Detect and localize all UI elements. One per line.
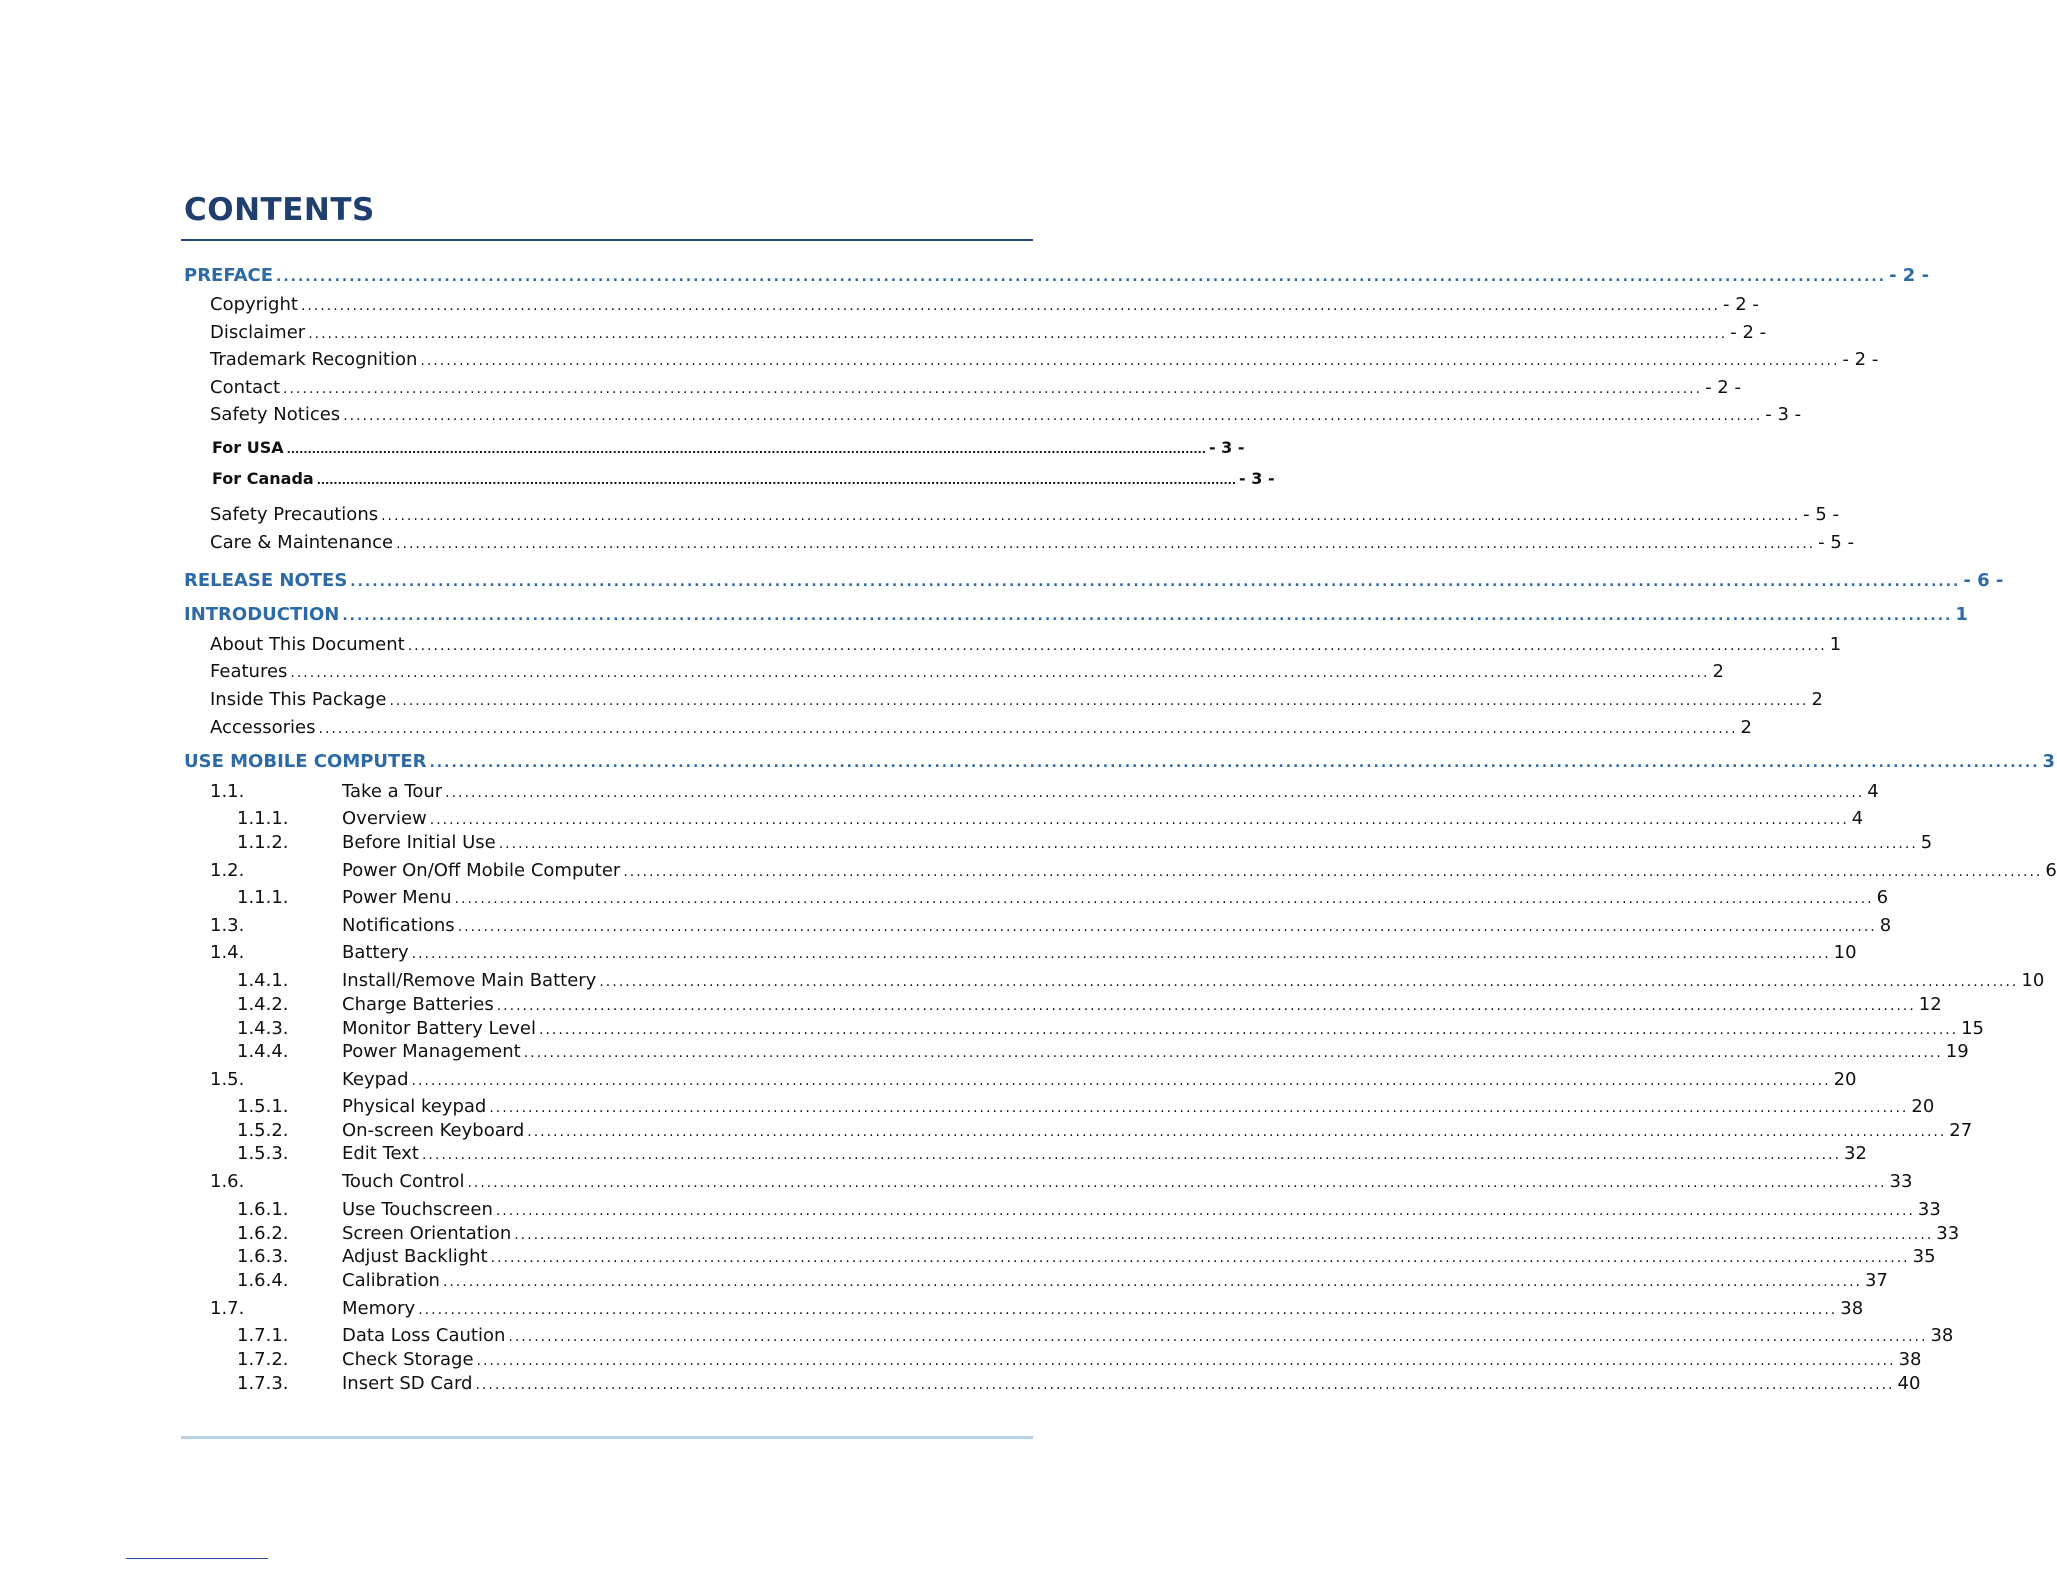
- toc-entry[interactable]: [210, 915, 1892, 937]
- toc-entry[interactable]: [237, 808, 1864, 830]
- toc-entry[interactable]: [212, 437, 1245, 459]
- toc-entry-label: Adjust Backlight: [342, 1246, 488, 1267]
- toc-entry-label: Features: [210, 661, 288, 682]
- toc-entry-label: Memory: [342, 1298, 416, 1319]
- toc-dot-leader: ............................................................................................................................................................................................................................: [316, 474, 1237, 487]
- toc-dot-leader: ............................................................................................................................................................................................................................: [445, 785, 1865, 801]
- toc-entry-page: - 5 -: [1803, 504, 1840, 525]
- toc-entry-page: 5: [1920, 832, 1933, 853]
- toc-entry-page: 4: [1867, 781, 1879, 802]
- toc-entry-label: Overview: [342, 808, 427, 829]
- toc-entry[interactable]: [184, 570, 2004, 592]
- toc-dot-leader: ............................................................................................................................................................................................................................: [514, 1227, 1934, 1243]
- toc-entry-page: 8: [1879, 915, 1892, 936]
- toc-entry-page: 10: [1833, 942, 1857, 963]
- toc-entry-page: 6: [1876, 887, 1889, 908]
- toc-entry-page: 10: [2021, 970, 2045, 991]
- toc-entry[interactable]: [210, 860, 2057, 882]
- toc-entry[interactable]: [237, 1270, 1888, 1292]
- toc-dot-leader: ............................................................................................................................................................................................................................: [420, 353, 1840, 369]
- toc-entry-page: 38: [1898, 1349, 1922, 1370]
- toc-entry[interactable]: [237, 1246, 1936, 1268]
- toc-entry-number: 1.6.3.: [237, 1246, 289, 1267]
- toc-entry-page: 20: [1833, 1069, 1857, 1090]
- toc-entry-label: On-screen Keyboard: [342, 1120, 525, 1141]
- toc-entry-page: 32: [1844, 1143, 1867, 1164]
- toc-entry[interactable]: [237, 1373, 1921, 1395]
- toc-entry-page: 33: [1917, 1199, 1941, 1220]
- toc-entry-label: Contact: [210, 377, 281, 398]
- toc-entry[interactable]: [237, 1120, 1973, 1142]
- toc-entry-page: 33: [1936, 1223, 1960, 1244]
- toc-entry-label: Insert SD Card: [342, 1373, 473, 1394]
- toc-entry-page: 35: [1912, 1246, 1936, 1267]
- toc-entry-page: - 3 -: [1208, 438, 1245, 457]
- toc-entry-label: Power Management: [342, 1041, 521, 1062]
- toc-entry[interactable]: [237, 1143, 1867, 1165]
- toc-entry-page: - 5 -: [1818, 532, 1855, 553]
- toc-dot-leader: ............................................................................................................................................................................................................................: [421, 1147, 1842, 1163]
- toc-dot-leader: ............................................................................................................................................................................................................................: [496, 998, 1916, 1014]
- toc-dot-leader: ............................................................................................................................................................................................................................: [350, 574, 1961, 590]
- toc-entry-page: 4: [1851, 808, 1864, 829]
- toc-entry[interactable]: [210, 294, 1759, 316]
- toc-entry-page: 37: [1864, 1270, 1888, 1291]
- toc-entry-page: - 3 -: [1765, 404, 1802, 425]
- toc-dot-leader: ............................................................................................................................................................................................................................: [623, 864, 2043, 880]
- toc-entry-page: 27: [1949, 1120, 1973, 1141]
- toc-dot-leader: ............................................................................................................................................................................................................................: [418, 1302, 1838, 1318]
- toc-entry-number: 1.6.: [210, 1171, 245, 1192]
- toc-dot-leader: ............................................................................................................................................................................................................................: [475, 1377, 1895, 1393]
- toc-entry-number: 1.5.2.: [237, 1120, 289, 1141]
- toc-entry[interactable]: [237, 887, 1889, 909]
- toc-dot-leader: ............................................................................................................................................................................................................................: [318, 721, 1738, 737]
- footnote-separator: [126, 1558, 268, 1559]
- toc-entry-page: 3: [2042, 751, 2056, 772]
- toc-dot-leader: ............................................................................................................................................................................................................................: [276, 269, 1887, 285]
- toc-entry[interactable]: [237, 1349, 1922, 1371]
- toc-entry-page: - 2 -: [1723, 294, 1759, 315]
- toc-dot-leader: ............................................................................................................................................................................................................................: [429, 812, 1849, 828]
- toc-dot-leader: ............................................................................................................................................................................................................................: [539, 1022, 1959, 1038]
- toc-entry-page: - 2 -: [1730, 322, 1767, 343]
- toc-entry-page: 19: [1945, 1041, 1969, 1062]
- toc-entry-label: Data Loss Caution: [342, 1325, 506, 1346]
- toc-entry-number: 1.5.3.: [237, 1143, 289, 1164]
- toc-entry-number: 1.6.4.: [237, 1270, 289, 1291]
- toc-entry-label: For Canada: [212, 469, 314, 488]
- toc-dot-leader: ............................................................................................................................................................................................................................: [286, 443, 1206, 456]
- toc-entry-label: Touch Control: [342, 1171, 465, 1192]
- toc-dot-leader: ............................................................................................................................................................................................................................: [411, 946, 1831, 962]
- toc-entry-page: 1: [1829, 634, 1842, 655]
- toc-dot-leader: ............................................................................................................................................................................................................................: [454, 891, 1874, 907]
- toc-dot-leader: ............................................................................................................................................................................................................................: [490, 1250, 1910, 1266]
- toc-entry-number: 1.1.: [210, 781, 245, 802]
- toc-entry[interactable]: [210, 1298, 1864, 1320]
- toc-dot-leader: ............................................................................................................................................................................................................................: [396, 536, 1816, 552]
- toc-dot-leader: ............................................................................................................................................................................................................................: [429, 755, 2040, 771]
- toc-entry[interactable]: [210, 504, 1840, 526]
- toc-entry-label: Power On/Off Mobile Computer: [342, 860, 621, 881]
- toc-entry-label: Monitor Battery Level: [342, 1018, 537, 1039]
- toc-entry-number: 1.4.1.: [237, 970, 289, 991]
- toc-entry-label: Care & Maintenance: [210, 532, 394, 553]
- toc-dot-leader: ............................................................................................................................................................................................................................: [300, 298, 1720, 314]
- toc-entry-label: Battery: [342, 942, 409, 963]
- toc-entry[interactable]: [210, 942, 1857, 964]
- toc-entry-label: Calibration: [342, 1270, 440, 1291]
- toc-entry-page: 40: [1897, 1373, 1921, 1394]
- toc-entry-label: Disclaimer: [210, 322, 306, 343]
- toc-entry[interactable]: [237, 1096, 1935, 1118]
- toc-entry-label: Keypad: [342, 1069, 409, 1090]
- toc-entry-number: 1.1.1.: [237, 887, 289, 908]
- toc-entry[interactable]: [210, 377, 1741, 399]
- toc-dot-leader: ............................................................................................................................................................................................................................: [489, 1100, 1909, 1116]
- toc-entry-page: 38: [1840, 1298, 1864, 1319]
- toc-entry-label: Inside This Package: [210, 689, 387, 710]
- toc-entry-page: 2: [1811, 689, 1823, 710]
- toc-entry[interactable]: [237, 832, 1933, 854]
- toc-entry-label: Use Touchscreen: [342, 1199, 493, 1220]
- toc-entry-page: - 6 -: [1963, 570, 2004, 591]
- toc-entry-number: 1.7.: [210, 1298, 245, 1319]
- toc-entry[interactable]: [184, 265, 1930, 287]
- toc-entry-label: Check Storage: [342, 1349, 474, 1370]
- page-title: CONTENTS: [184, 192, 375, 228]
- toc-entry-number: 1.7.3.: [237, 1373, 289, 1394]
- toc-entry[interactable]: [210, 717, 1752, 739]
- toc-entry-page: 12: [1918, 994, 1942, 1015]
- toc-entry-number: 1.1.2.: [237, 832, 289, 853]
- toc-entry[interactable]: [237, 1325, 1954, 1347]
- toc-entry[interactable]: [210, 404, 1802, 426]
- toc-dot-leader: ............................................................................................................................................................................................................................: [343, 408, 1763, 424]
- toc-dot-leader: ............................................................................................................................................................................................................................: [599, 974, 2019, 990]
- toc-entry[interactable]: [210, 322, 1767, 344]
- toc-entry-page: 15: [1961, 1018, 1984, 1039]
- toc-entry[interactable]: [210, 1171, 1913, 1193]
- toc-dot-leader: ............................................................................................................................................................................................................................: [283, 381, 1703, 397]
- toc-entry-number: 1.7.1.: [237, 1325, 289, 1346]
- toc-entry-label: Copyright: [210, 294, 298, 315]
- toc-entry-label: USE MOBILE COMPUTER: [184, 751, 427, 772]
- toc-dot-leader: ............................................................................................................................................................................................................................: [381, 508, 1801, 524]
- toc-dot-leader: ............................................................................................................................................................................................................................: [442, 1274, 1862, 1290]
- toc-entry-label: Physical keypad: [342, 1096, 487, 1117]
- toc-entry-page: 6: [2045, 860, 2057, 881]
- toc-entry-page: 20: [1911, 1096, 1935, 1117]
- toc-entry-label: Safety Notices: [210, 404, 341, 425]
- toc-dot-leader: ............................................................................................................................................................................................................................: [457, 919, 1877, 935]
- toc-entry-number: 1.1.1.: [237, 808, 289, 829]
- toc-entry[interactable]: [237, 994, 1942, 1016]
- toc-entry[interactable]: [237, 1223, 1960, 1245]
- toc-entry-number: 1.4.4.: [237, 1041, 289, 1062]
- toc-dot-leader: ............................................................................................................................................................................................................................: [411, 1073, 1831, 1089]
- toc-entry-number: 1.6.2.: [237, 1223, 289, 1244]
- toc-entry[interactable]: [210, 689, 1823, 711]
- toc-entry-label: About This Document: [210, 634, 405, 655]
- footer-rule: [181, 1436, 1033, 1439]
- toc-entry-label: Accessories: [210, 717, 316, 738]
- toc-entry-number: 1.3.: [210, 915, 245, 936]
- toc-entry-label: PREFACE: [184, 265, 274, 286]
- toc-entry-page: - 2 -: [1842, 349, 1879, 370]
- toc-dot-leader: ............................................................................................................................................................................................................................: [290, 665, 1710, 681]
- toc-entry[interactable]: [210, 1069, 1857, 1091]
- toc-entry-label: Screen Orientation: [342, 1223, 512, 1244]
- toc-dot-leader: ............................................................................................................................................................................................................................: [342, 608, 1953, 624]
- toc-entry[interactable]: [210, 532, 1855, 554]
- toc-entry[interactable]: [237, 1018, 1984, 1040]
- toc-entry-number: 1.2.: [210, 860, 245, 881]
- toc-entry[interactable]: [210, 781, 1879, 803]
- toc-entry-page: 2: [1712, 661, 1724, 682]
- toc-dot-leader: ............................................................................................................................................................................................................................: [498, 836, 1918, 852]
- toc-dot-leader: ............................................................................................................................................................................................................................: [476, 1353, 1896, 1369]
- toc-entry-label: Before Initial Use: [342, 832, 496, 853]
- toc-entry-label: Power Menu: [342, 887, 452, 908]
- toc-dot-leader: ............................................................................................................................................................................................................................: [467, 1175, 1887, 1191]
- toc-dot-leader: ............................................................................................................................................................................................................................: [308, 326, 1728, 342]
- toc-dot-leader: ............................................................................................................................................................................................................................: [508, 1329, 1928, 1345]
- toc-entry[interactable]: [237, 1041, 1969, 1063]
- toc-entry-label: Edit Text: [342, 1143, 419, 1164]
- toc-entry-page: 2: [1740, 717, 1752, 738]
- toc-entry-number: 1.4.2.: [237, 994, 289, 1015]
- toc-entry-label: INTRODUCTION: [184, 604, 340, 625]
- toc-entry[interactable]: [184, 604, 1968, 626]
- toc-entry-label: RELEASE NOTES: [184, 570, 348, 591]
- toc-entry-page: - 2 -: [1889, 265, 1930, 286]
- toc-dot-leader: ............................................................................................................................................................................................................................: [523, 1045, 1943, 1061]
- toc-entry-label: Charge Batteries: [342, 994, 494, 1015]
- toc-entry-number: 1.4.3.: [237, 1018, 289, 1039]
- toc-entry[interactable]: [210, 349, 1879, 371]
- toc-entry-label: Safety Precautions: [210, 504, 379, 525]
- toc-entry[interactable]: [184, 751, 2056, 773]
- toc-entry-page: 1: [1955, 604, 1968, 625]
- toc-entry-page: 33: [1889, 1171, 1913, 1192]
- toc-entry[interactable]: [237, 1199, 1941, 1221]
- toc-entry[interactable]: [237, 970, 2045, 992]
- toc-entry[interactable]: [212, 468, 1275, 490]
- toc-entry-number: 1.7.2.: [237, 1349, 289, 1370]
- toc-entry-label: Trademark Recognition: [210, 349, 418, 370]
- toc-entry-number: 1.5.1.: [237, 1096, 289, 1117]
- toc-dot-leader: ............................................................................................................................................................................................................................: [389, 693, 1809, 709]
- toc-entry-page: - 3 -: [1239, 469, 1275, 488]
- toc-entry-number: 1.5.: [210, 1069, 245, 1090]
- toc-dot-leader: ............................................................................................................................................................................................................................: [495, 1203, 1915, 1219]
- toc-entry-page: 38: [1930, 1325, 1954, 1346]
- toc-entry[interactable]: [210, 661, 1724, 683]
- toc-entry[interactable]: [210, 634, 1842, 656]
- toc-entry-label: Take a Tour: [342, 781, 443, 802]
- toc-entry-label: Notifications: [342, 915, 455, 936]
- toc-entry-label: For USA: [212, 438, 284, 457]
- toc-dot-leader: ............................................................................................................................................................................................................................: [527, 1124, 1947, 1140]
- toc-entry-number: 1.6.1.: [237, 1199, 289, 1220]
- toc-dot-leader: ............................................................................................................................................................................................................................: [407, 638, 1827, 654]
- toc-entry-label: Install/Remove Main Battery: [342, 970, 597, 991]
- toc-entry-page: - 2 -: [1705, 377, 1741, 398]
- toc-entry-number: 1.4.: [210, 942, 245, 963]
